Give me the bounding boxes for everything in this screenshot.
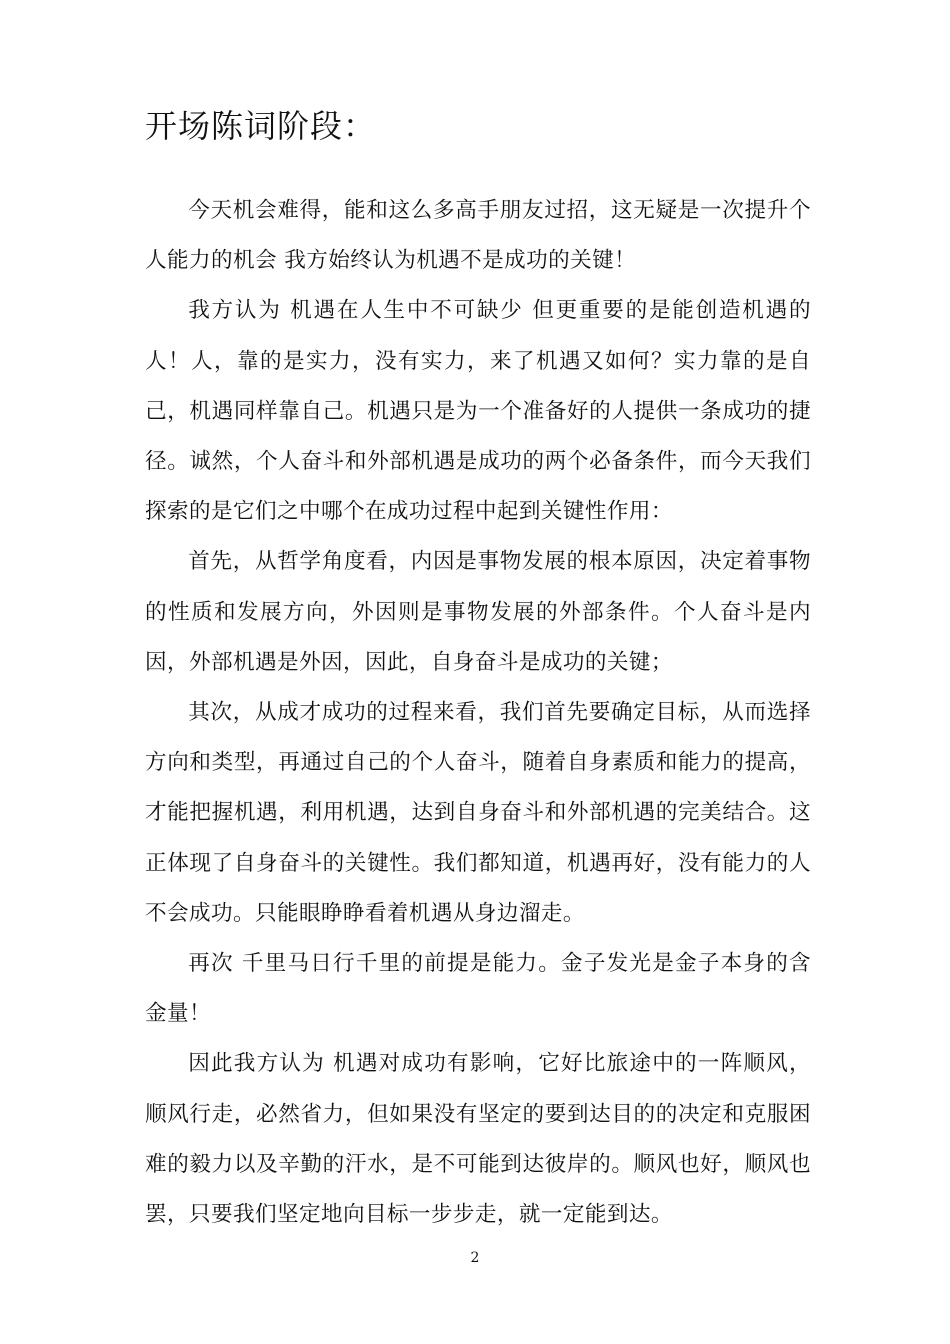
paragraph-opening: 今天机会难得，能和这么多高手朋友过招，这无疑是一次提升个人能力的机会 我方始终认为机遇不是成功的关键！	[145, 198, 811, 274]
body-text	[145, 186, 811, 1240]
paragraph-third-point: 再次 千里马日行千里的前提是能力。金子发光是金子本身的含金量！	[145, 951, 811, 1027]
section-heading: 开场陈词阶段：	[145, 107, 377, 145]
paragraph-first-point: 首先，从哲学角度看，内因是事物发展的根本原因，决定着事物的性质和发展方向，外因则是事物发展的外部条件。个人奋斗是内因，外部机遇是外因，因此，自身奋斗是成功的关键；	[145, 549, 811, 675]
paragraph-position: 我方认为 机遇在人生中不可缺少 但更重要的是能创造机遇的人！人，靠的是实力，没有实力，来了机遇又如何？实力靠的是自己，机遇同样靠自己。机遇只是为一个准备好的人提供一条成功的捷径。诚然，个人奋斗和外部机遇是成功的两个必备条件，而今天我们探索的是它们之中哪个在成功过程中起到关键性作用：	[145, 298, 811, 525]
paragraph-conclusion: 因此我方认为 机遇对成功有影响，它好比旅途中的一阵顺风，顺风行走，必然省力，但如果没有坚定的要到达目的的决定和克服困难的毅力以及辛勤的汗水，是不可能到达彼岸的。顺风也好，顺风也罢，只要我们坚定地向目标一步步走，就一定能到达。	[145, 1051, 811, 1228]
paragraph-second-point: 其次，从成才成功的过程来看，我们首先要确定目标，从而选择方向和类型，再通过自己的个人奋斗，随着自身素质和能力的提高，才能把握机遇，利用机遇，达到自身奋斗和外部机遇的完美结合。这正体现了自身奋斗的关键性。我们都知道，机遇再好，没有能力的人不会成功。只能眼睁睁看着机遇从身边溜走。	[145, 700, 811, 926]
page-number: 2	[470, 1250, 480, 1266]
